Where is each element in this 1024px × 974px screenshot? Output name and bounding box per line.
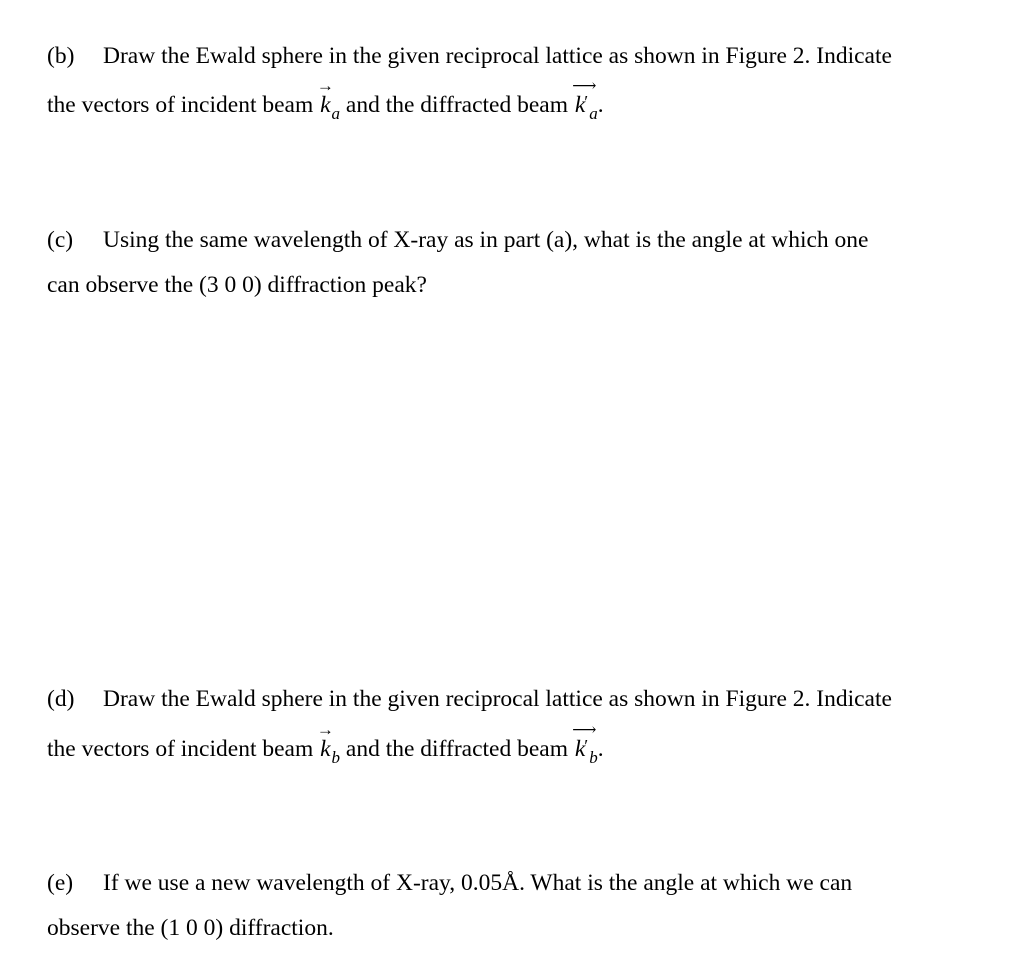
vector-arrow-icon: → bbox=[316, 76, 334, 95]
part-b-text-2-mid: and the diffracted beam bbox=[345, 92, 568, 118]
part-c-label: (c) bbox=[47, 227, 74, 253]
part-d-end-mark: . bbox=[597, 736, 604, 762]
part-d-text-1: Draw the Ewald sphere in the given reciprocal lattice as shown in Figure 2. Indicate bbox=[103, 686, 892, 712]
part-e-line-2 bbox=[47, 913, 334, 943]
part-b-end-mark: . bbox=[597, 92, 604, 118]
part-e-label: (e) bbox=[47, 870, 74, 896]
incident-beam-vector-b: → $k_b$ bbox=[316, 720, 341, 767]
part-c-line-2 bbox=[47, 270, 427, 300]
vector-arrow-icon: ⟶ bbox=[572, 76, 593, 95]
part-d-line-2 bbox=[47, 720, 604, 767]
part-b-text-1: Draw the Ewald sphere in the given reciprocal lattice as shown in Figure 2. Indicate bbox=[103, 43, 892, 69]
part-c-text-1: Using the same wavelength of X-ray as in part (a), what is the angle at which one bbox=[103, 227, 869, 253]
incident-beam-vector-a: → $k_a$ bbox=[316, 76, 341, 123]
part-d-line-1 bbox=[47, 684, 892, 714]
part-d-text-2-mid: and the diffracted beam bbox=[345, 736, 568, 762]
part-b-text-2-pre: the vectors of incident beam bbox=[47, 92, 314, 118]
vector-arrow-icon: → bbox=[316, 720, 334, 739]
part-c-line-1 bbox=[47, 225, 868, 255]
part-d-label: (d) bbox=[47, 686, 75, 712]
part-d-text-2-pre: the vectors of incident beam bbox=[47, 736, 314, 762]
part-e-text-2: observe the (1 0 0) diffraction. bbox=[47, 915, 334, 941]
part-e-line-1 bbox=[47, 868, 852, 898]
vector-arrow-icon: ⟶ bbox=[572, 720, 593, 739]
part-b-label: (b) bbox=[47, 43, 75, 69]
part-b-line-2 bbox=[47, 76, 604, 123]
diffracted-beam-vector-a: ⟶ $k'_a$ bbox=[572, 76, 598, 123]
diffracted-beam-vector-b: ⟶ $k'_b$ bbox=[572, 720, 598, 767]
part-b-line-1 bbox=[47, 41, 892, 71]
part-c-text-2: can observe the (3 0 0) diffraction peak? bbox=[47, 272, 427, 298]
part-e-text-1: If we use a new wavelength of X-ray, 0.05Å. What is the angle at which we can bbox=[103, 870, 853, 896]
